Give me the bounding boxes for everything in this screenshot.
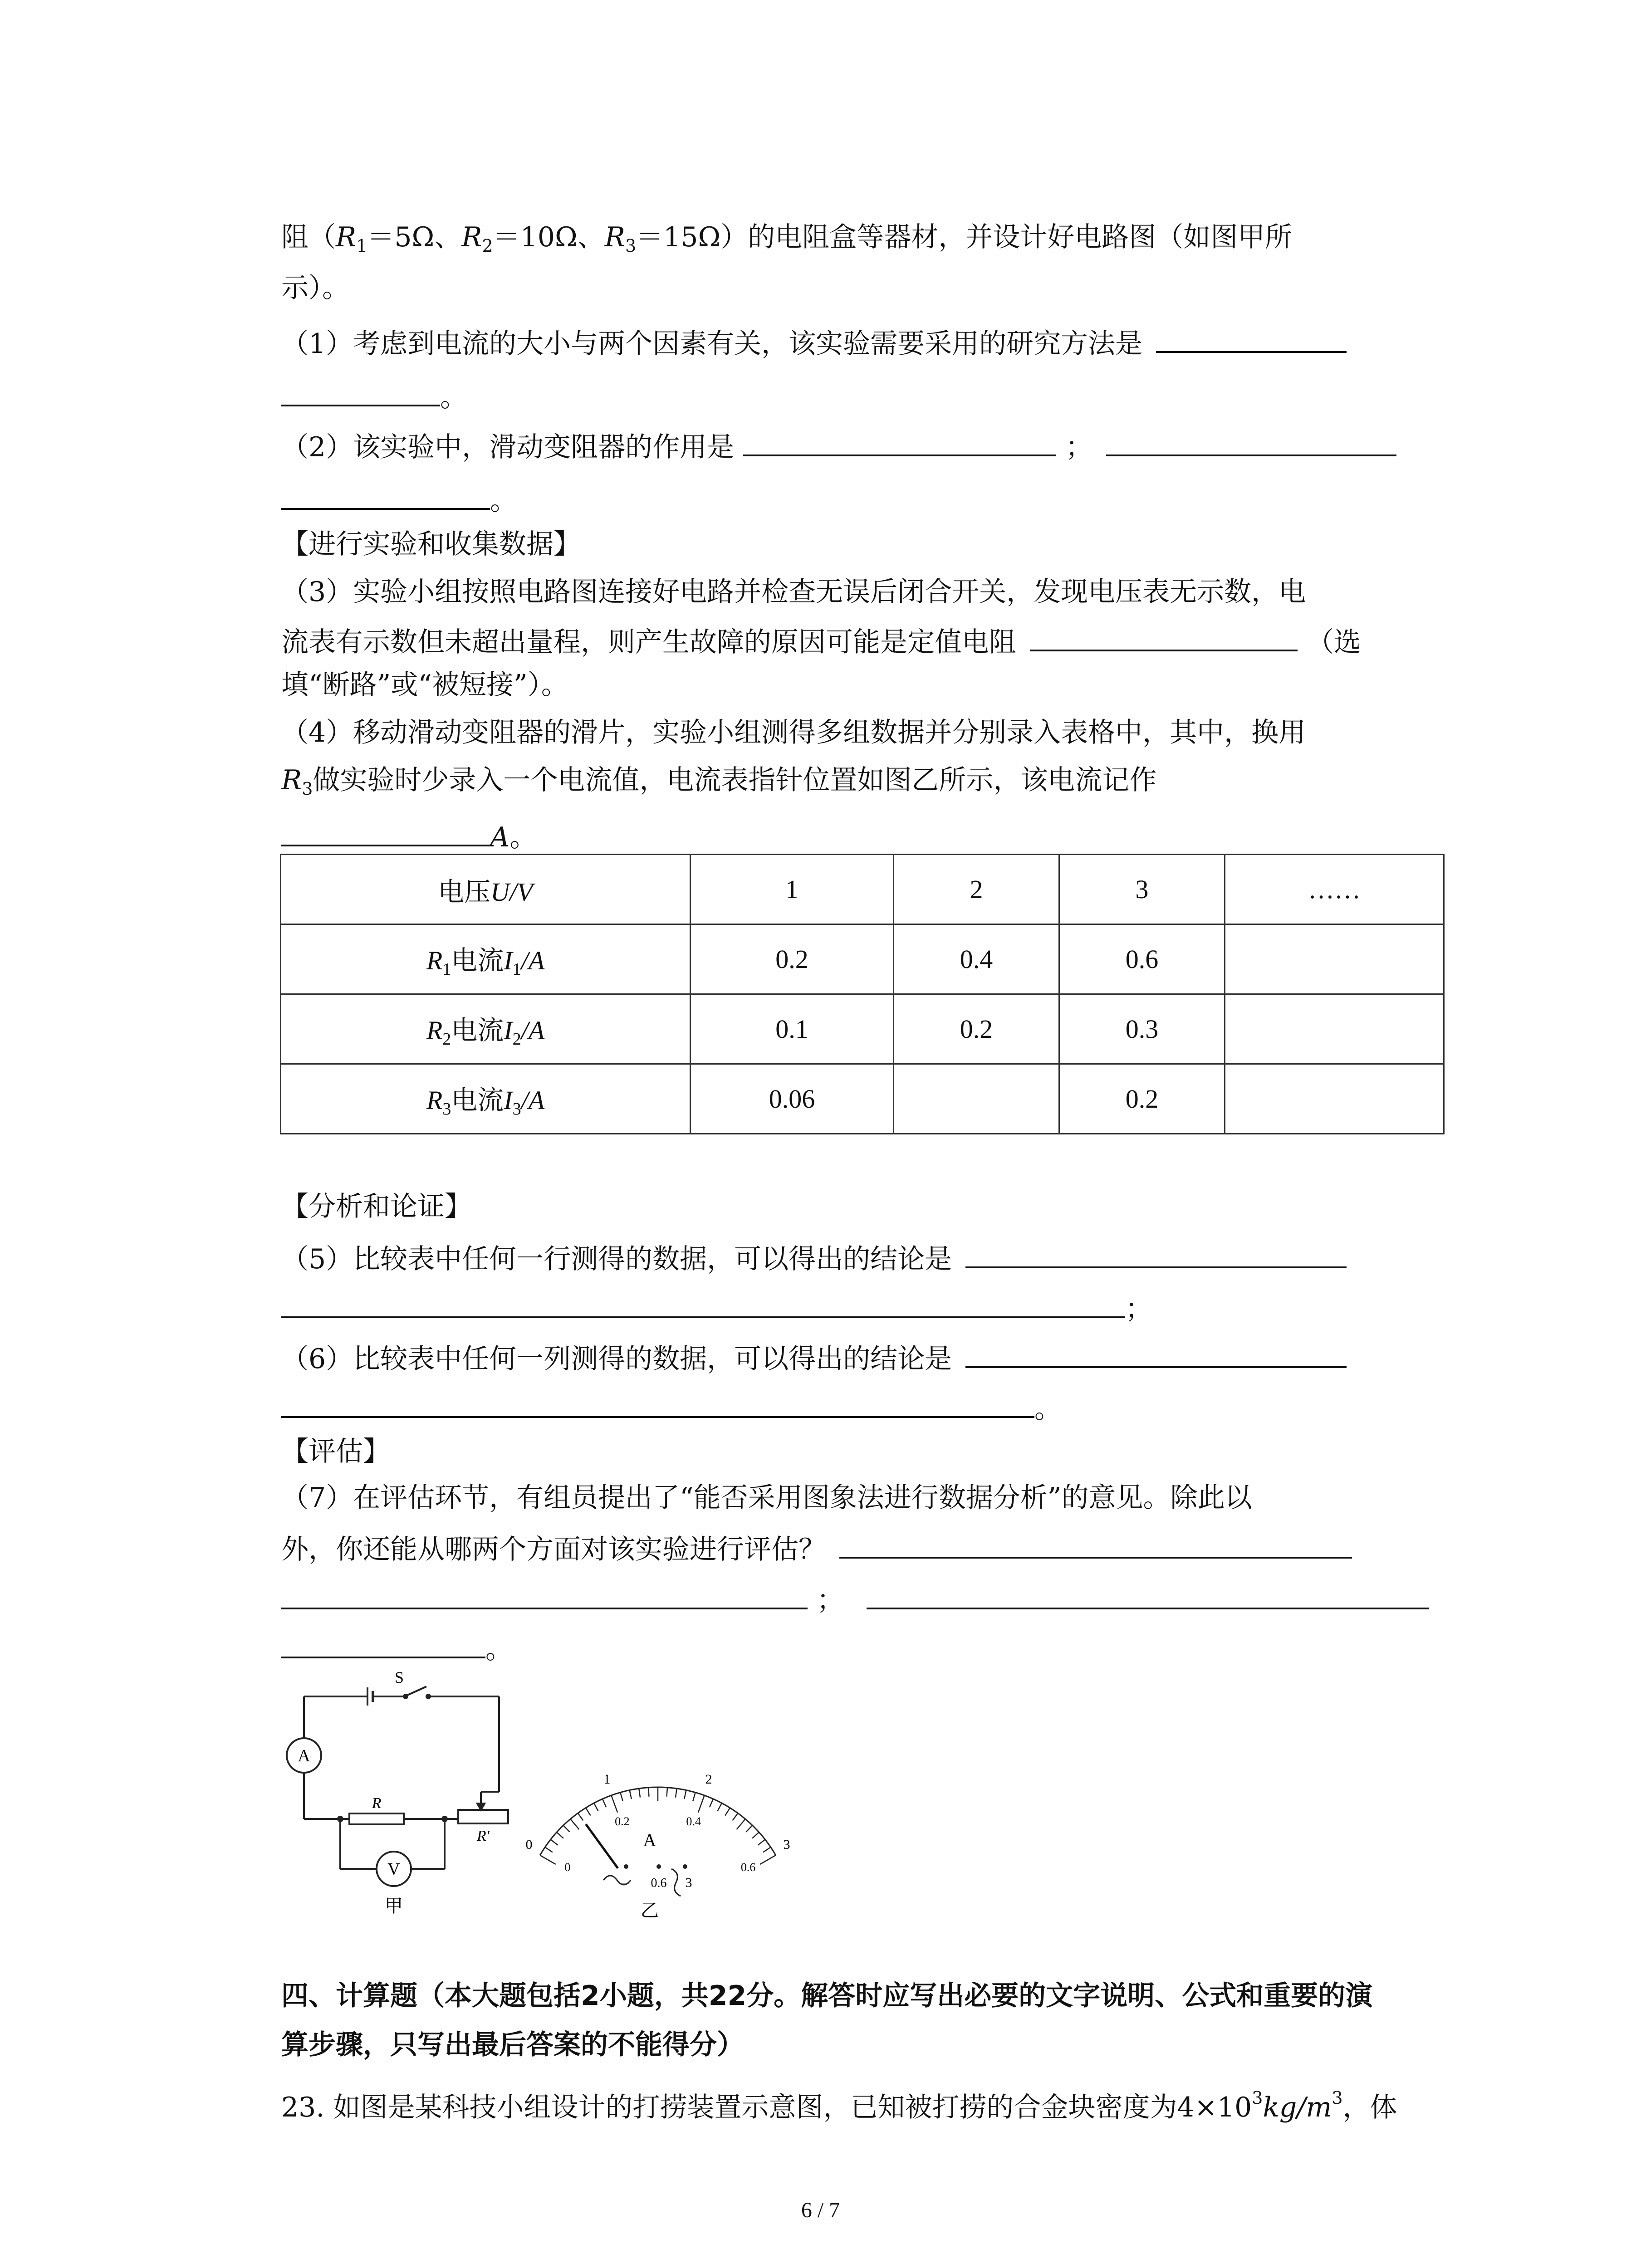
dial-tick — [630, 1790, 632, 1799]
intro-line-1: 阻（$R_1=5\Omega$、$R_2=10\Omega$、$R_3=15\Omega$）的电阻盒等器材，并设计好电路图（如图甲所 — [281, 221, 1293, 256]
section-heading-experiment: 【进行实验和收集数据】 — [281, 528, 581, 560]
dial-top-tick-label: 1 — [603, 1771, 611, 1787]
answer-blank-7b[interactable] — [281, 1579, 808, 1609]
terminal-label: 3 — [685, 1875, 692, 1890]
dial-tick — [758, 1839, 765, 1845]
question-3-line-1: （3）实验小组按照电路图连接好电路并检查无误后闭合开关，发现电压表无示数，电 — [281, 576, 1306, 608]
dial-top-tick-label: 0 — [525, 1837, 533, 1852]
question-5-cont: ； — [281, 1288, 1152, 1327]
dial-tick — [586, 1808, 591, 1816]
dial-bottom-tick-label: 0.2 — [615, 1814, 630, 1828]
dial-tick — [648, 1788, 649, 1797]
dial-top-tick-label: 3 — [783, 1837, 790, 1852]
table-cell: 0.4 — [894, 924, 1059, 994]
resistor-symbol — [349, 1813, 404, 1824]
dial-symbol: A — [643, 1830, 656, 1850]
table-cell — [1225, 924, 1444, 994]
switch-label: S — [394, 1668, 404, 1686]
switch-blade — [407, 1686, 426, 1696]
dial-scale — [540, 1787, 776, 1864]
table-cell — [1225, 994, 1444, 1064]
question-2: （2）该实验中，滑动变阻器的作用是 ； — [281, 426, 1396, 465]
answer-blank-2b[interactable] — [1106, 426, 1396, 456]
section-heading-evaluation: 【评估】 — [281, 1436, 390, 1467]
circuit-diagram — [272, 1669, 526, 1923]
answer-blank-5b[interactable] — [281, 1288, 1125, 1318]
table-cell — [1225, 1064, 1444, 1134]
dial-tick — [557, 1832, 563, 1838]
table-cell: 0.06 — [691, 1064, 894, 1134]
question-5: （5）比较表中任何一行测得的数据，可以得出的结论是 — [281, 1238, 1347, 1277]
dial-tick — [611, 1795, 617, 1813]
table-cell: 0.6 — [1059, 924, 1225, 994]
dial-needle — [586, 1824, 618, 1868]
dial-tick — [684, 1790, 686, 1799]
answer-blank-4[interactable] — [281, 816, 490, 846]
dial-tick — [570, 1819, 579, 1829]
dial-tick — [752, 1832, 759, 1838]
dial-tick — [725, 1808, 730, 1816]
dial-tick — [737, 1819, 745, 1829]
figure-caption-yi: 乙 — [641, 1900, 659, 1921]
dial-tick — [746, 1825, 753, 1832]
table-header-row — [281, 855, 1444, 924]
figure-caption-jia: 甲 — [385, 1896, 403, 1916]
terminal-label: 0.6 — [651, 1876, 667, 1890]
dial-tick — [551, 1839, 558, 1845]
intro-line-2: 示）。 — [281, 272, 349, 304]
table-cell: 0.2 — [1059, 1064, 1225, 1134]
dial-tick — [760, 1855, 776, 1864]
answer-blank-7c[interactable] — [867, 1579, 1429, 1609]
dial-tick — [733, 1813, 738, 1820]
ammeter-dial — [525, 1710, 790, 1928]
table-cell: 3 — [1059, 855, 1225, 924]
table-cell: 2 — [894, 855, 1059, 924]
dial-tick — [693, 1793, 696, 1801]
ammeter-label: A — [298, 1746, 310, 1765]
answer-blank-7a[interactable] — [839, 1529, 1352, 1559]
section-heading-analysis: 【分析和论证】 — [281, 1191, 472, 1222]
dial-top-tick-label: 2 — [705, 1771, 712, 1787]
question-6-cont: 。 — [281, 1388, 1062, 1427]
rheostat-symbol — [458, 1810, 508, 1823]
page-number: 6 / 7 — [801, 2198, 840, 2222]
question-23: 23. 如图是某科技小组设计的打捞装置示意图，已知被打捞的合金块密度为$4\times 10^3kg/m^3$，体 — [281, 2088, 1397, 2123]
dial-tick — [578, 1813, 583, 1820]
terminal-wire-right — [671, 1869, 681, 1896]
table-row — [281, 1064, 1444, 1134]
rheostat-label: R′ — [476, 1828, 490, 1844]
question-2-cont: 。 — [281, 480, 517, 519]
part-4-heading-line-1: 四、计算题（本大题包括2小题，共22分。解答时应写出必要的文字说明、公式和重要的演 — [281, 1980, 1373, 2012]
dial-tick — [717, 1803, 721, 1811]
table-row — [281, 994, 1444, 1064]
table-row-label: $R_1$电流$I_1/A$ — [281, 924, 691, 994]
answer-blank-3[interactable] — [1030, 621, 1298, 651]
answer-blank-6b[interactable] — [281, 1388, 1034, 1418]
voltmeter-label: V — [387, 1860, 400, 1879]
table-cell: 0.2 — [894, 994, 1059, 1064]
table-row-label: $R_3$电流$I_3/A$ — [281, 1064, 691, 1134]
dial-tick — [540, 1855, 556, 1864]
dial-tick — [620, 1793, 623, 1801]
dial-tick — [710, 1799, 713, 1807]
question-4-line-1: （4）移动滑动变阻器的滑片，实验小组测得多组数据并分别录入表格中，其中，换用 — [281, 717, 1306, 748]
dial-tick — [563, 1825, 570, 1832]
dial-tick — [639, 1789, 640, 1798]
question-7-line-3: ； — [281, 1579, 1429, 1618]
table-cell: 0.3 — [1059, 994, 1225, 1064]
table-cell: 1 — [691, 855, 894, 924]
resistor-label: R — [372, 1795, 382, 1812]
dial-bottom-tick-label: 0 — [564, 1861, 571, 1874]
table-header-label: 电压U/V — [281, 855, 691, 924]
part-4-heading-line-2: 算步骤，只写出最后答案的不能得分） — [281, 2029, 744, 2061]
dial-tick — [594, 1803, 598, 1811]
table-row — [281, 924, 1444, 994]
dial-bottom-tick-label: 0.6 — [740, 1861, 756, 1874]
answer-blank-6a[interactable] — [965, 1338, 1347, 1368]
table-cell — [894, 1064, 1059, 1134]
table-row-label: $R_2$电流$I_2/A$ — [281, 994, 691, 1064]
table-cell: …… — [1225, 855, 1444, 924]
dial-tick — [763, 1847, 771, 1852]
question-7-line-1: （7）在评估环节，有组员提出了“能否采用图象法进行数据分析”的意见。除此以 — [281, 1482, 1252, 1514]
answer-blank-5a[interactable] — [965, 1238, 1347, 1268]
question-3-line-3: 填“断路”或“被短接”）。 — [281, 669, 568, 701]
dial-bottom-tick-label: 0.4 — [686, 1814, 701, 1828]
question-4-line-3: A。 — [281, 816, 537, 855]
table-cell: 0.2 — [691, 924, 894, 994]
answer-blank-2a[interactable] — [743, 426, 1056, 456]
dial-tick — [603, 1799, 606, 1807]
question-6: （6）比较表中任何一列测得的数据，可以得出的结论是 — [281, 1338, 1347, 1377]
table-cell: 0.1 — [691, 994, 894, 1064]
answer-blank-1a[interactable] — [1156, 323, 1347, 353]
question-4-line-2: $R_3$做实验时少录入一个电流值，电流表指针位置如图乙所示，该电流记作 — [281, 764, 1157, 799]
answer-blank-2c[interactable] — [281, 480, 490, 510]
question-1: （1）考虑到电流的大小与两个因素有关，该实验需要采用的研究方法是 — [281, 323, 1347, 362]
dial-tick — [698, 1795, 705, 1813]
question-7-line-4: 。 — [281, 1628, 513, 1667]
question-3-line-2: 流表有示数但未超出量程，则产生故障的原因可能是定值电阻 （选 — [281, 621, 1361, 660]
question-1-cont: 。 — [281, 376, 467, 415]
dial-tick — [676, 1789, 677, 1798]
answer-blank-7d[interactable] — [281, 1628, 485, 1658]
terminal-label: – — [622, 1875, 629, 1890]
question-7-line-2: 外，你还能从哪两个方面对该实验进行评估？ — [281, 1529, 1352, 1568]
answer-blank-1b[interactable] — [281, 376, 440, 406]
dial-tick — [545, 1847, 553, 1852]
data-table — [280, 854, 1445, 1134]
